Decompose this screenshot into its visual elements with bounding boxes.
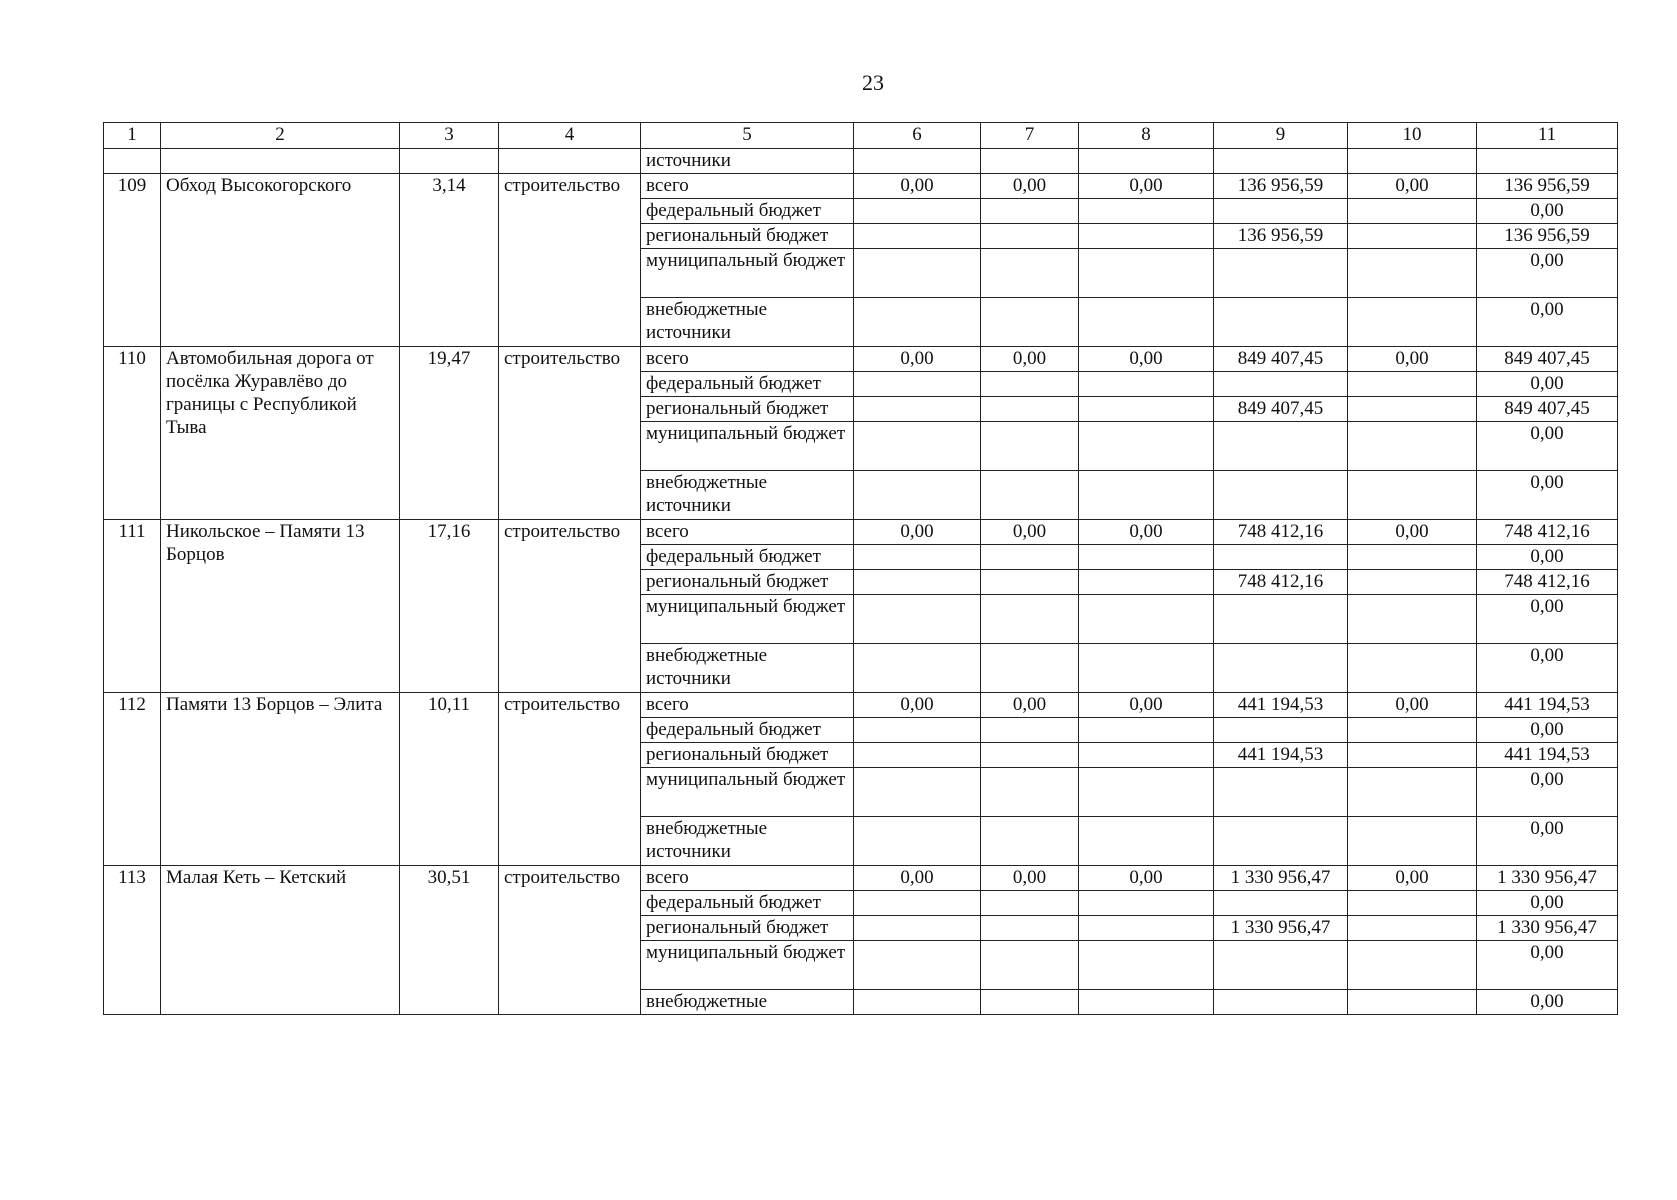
value-cell: [981, 718, 1079, 743]
value-cell: 748 412,16: [1477, 570, 1618, 595]
value-cell: 441 194,53: [1214, 693, 1348, 718]
value-cell: [981, 595, 1079, 644]
column-number: 1: [104, 123, 161, 149]
value-cell: [1079, 570, 1214, 595]
source-label-cell: региональный бюджет: [641, 743, 854, 768]
value-cell: [854, 545, 981, 570]
table-cell: [499, 149, 641, 174]
value-cell: 0,00: [1477, 471, 1618, 520]
object-number-cell: 109: [104, 174, 161, 347]
value-cell: [981, 743, 1079, 768]
value-cell: [1214, 768, 1348, 817]
value-cell: [854, 718, 981, 743]
value-cell: 748 412,16: [1214, 520, 1348, 545]
object-number-cell: 112: [104, 693, 161, 866]
value-cell: 0,00: [854, 866, 981, 891]
source-label-cell: всего: [641, 174, 854, 199]
table-cell: [161, 149, 400, 174]
value-cell: 0,00: [854, 174, 981, 199]
value-cell: [1348, 817, 1477, 866]
value-cell: 0,00: [981, 174, 1079, 199]
value-cell: 0,00: [981, 520, 1079, 545]
value-cell: 0,00: [1477, 372, 1618, 397]
value-cell: 0,00: [1079, 347, 1214, 372]
source-label-cell: муниципальный бюджет: [641, 768, 854, 817]
value-cell: 0,00: [1477, 817, 1618, 866]
value-cell: [1214, 990, 1348, 1015]
source-label-cell: муниципальный бюджет: [641, 595, 854, 644]
value-cell: [1079, 718, 1214, 743]
object-number-cell: 111: [104, 520, 161, 693]
value-cell: [981, 891, 1079, 916]
object-number-cell: 110: [104, 347, 161, 520]
value-cell: 0,00: [1477, 990, 1618, 1015]
value-cell: 0,00: [1477, 718, 1618, 743]
object-length-cell: 3,14: [400, 174, 499, 347]
value-cell: 136 956,59: [1477, 224, 1618, 249]
value-cell: 0,00: [981, 347, 1079, 372]
work-type-cell: строительство: [499, 347, 641, 520]
value-cell: [1214, 199, 1348, 224]
column-number: 7: [981, 123, 1079, 149]
value-cell: 136 956,59: [1477, 174, 1618, 199]
value-cell: [981, 768, 1079, 817]
value-cell: [1079, 817, 1214, 866]
value-cell: [1348, 471, 1477, 520]
value-cell: 849 407,45: [1477, 397, 1618, 422]
column-number-header-row: [104, 123, 1618, 149]
value-cell: 0,00: [1079, 866, 1214, 891]
value-cell: [854, 298, 981, 347]
value-cell: [1079, 916, 1214, 941]
table-cell: [1214, 149, 1348, 174]
value-cell: [854, 941, 981, 990]
object-row: [104, 347, 1618, 372]
page-number: 23: [862, 70, 884, 95]
value-cell: [981, 990, 1079, 1015]
value-cell: [1348, 224, 1477, 249]
value-cell: [1079, 743, 1214, 768]
value-cell: [854, 199, 981, 224]
value-cell: [1214, 595, 1348, 644]
value-cell: 0,00: [1477, 644, 1618, 693]
value-cell: [1214, 545, 1348, 570]
column-number: 6: [854, 123, 981, 149]
value-cell: [1348, 570, 1477, 595]
column-number: 2: [161, 123, 400, 149]
value-cell: [1348, 718, 1477, 743]
value-cell: [1348, 941, 1477, 990]
value-cell: [981, 644, 1079, 693]
value-cell: 0,00: [1477, 249, 1618, 298]
value-cell: 441 194,53: [1214, 743, 1348, 768]
budget-table: [103, 122, 1618, 1015]
table-cell: [981, 149, 1079, 174]
value-cell: [981, 199, 1079, 224]
source-label-cell: внебюджетные источники: [641, 817, 854, 866]
value-cell: 0,00: [1477, 941, 1618, 990]
value-cell: 0,00: [1348, 174, 1477, 199]
value-cell: 1 330 956,47: [1214, 866, 1348, 891]
object-name-cell: Памяти 13 Борцов – Элита: [161, 693, 400, 866]
value-cell: [981, 249, 1079, 298]
value-cell: [981, 570, 1079, 595]
source-label-cell: всего: [641, 693, 854, 718]
value-cell: 849 407,45: [1214, 397, 1348, 422]
source-label-cell: региональный бюджет: [641, 224, 854, 249]
value-cell: [981, 817, 1079, 866]
value-cell: [854, 372, 981, 397]
value-cell: [854, 224, 981, 249]
column-number: 4: [499, 123, 641, 149]
value-cell: 0,00: [1477, 595, 1618, 644]
source-label-cell: региональный бюджет: [641, 916, 854, 941]
value-cell: [1348, 545, 1477, 570]
table-body: [104, 149, 1618, 1015]
value-cell: [1348, 595, 1477, 644]
source-label-cell: федеральный бюджет: [641, 545, 854, 570]
value-cell: [854, 644, 981, 693]
source-label-cell: федеральный бюджет: [641, 199, 854, 224]
value-cell: [1348, 422, 1477, 471]
value-cell: 0,00: [1477, 422, 1618, 471]
value-cell: [854, 422, 981, 471]
table-cell: [1348, 149, 1477, 174]
value-cell: [1348, 891, 1477, 916]
work-type-cell: строительство: [499, 693, 641, 866]
value-cell: [854, 990, 981, 1015]
value-cell: 0,00: [1348, 520, 1477, 545]
value-cell: [1079, 249, 1214, 298]
value-cell: 0,00: [1348, 866, 1477, 891]
value-cell: [1348, 249, 1477, 298]
value-cell: [1348, 199, 1477, 224]
value-cell: [1079, 941, 1214, 990]
value-cell: [1214, 817, 1348, 866]
value-cell: 0,00: [1079, 520, 1214, 545]
table-cell: [1079, 149, 1214, 174]
value-cell: 0,00: [1348, 693, 1477, 718]
value-cell: [1348, 397, 1477, 422]
source-label-cell: федеральный бюджет: [641, 718, 854, 743]
value-cell: [1214, 298, 1348, 347]
source-label-cell: внебюджетные источники: [641, 471, 854, 520]
object-row: [104, 520, 1618, 545]
source-label-cell: муниципальный бюджет: [641, 249, 854, 298]
value-cell: [854, 916, 981, 941]
value-cell: 849 407,45: [1214, 347, 1348, 372]
source-label-cell: внебюджетные источники: [641, 644, 854, 693]
value-cell: [1348, 768, 1477, 817]
value-cell: 0,00: [854, 347, 981, 372]
value-cell: [1214, 372, 1348, 397]
value-cell: 136 956,59: [1214, 224, 1348, 249]
column-number: 3: [400, 123, 499, 149]
column-number: 8: [1079, 123, 1214, 149]
value-cell: [981, 224, 1079, 249]
value-cell: [1079, 224, 1214, 249]
value-cell: [1079, 990, 1214, 1015]
value-cell: 441 194,53: [1477, 693, 1618, 718]
value-cell: [854, 249, 981, 298]
source-label-cell: муниципальный бюджет: [641, 422, 854, 471]
value-cell: [1214, 422, 1348, 471]
source-label-cell: внебюджетные: [641, 990, 854, 1015]
value-cell: 1 330 956,47: [1477, 866, 1618, 891]
object-row: [104, 174, 1618, 199]
value-cell: 0,00: [854, 520, 981, 545]
source-label-cell: всего: [641, 520, 854, 545]
source-label-cell: федеральный бюджет: [641, 372, 854, 397]
value-cell: [1079, 372, 1214, 397]
value-cell: [1348, 372, 1477, 397]
value-cell: 0,00: [854, 693, 981, 718]
value-cell: [981, 471, 1079, 520]
value-cell: [1079, 298, 1214, 347]
source-label-cell: всего: [641, 866, 854, 891]
value-cell: 0,00: [981, 866, 1079, 891]
source-label-cell: внебюджетные источники: [641, 298, 854, 347]
object-length-cell: 19,47: [400, 347, 499, 520]
value-cell: 1 330 956,47: [1477, 916, 1618, 941]
object-length-cell: 30,51: [400, 866, 499, 1015]
table-cell: [854, 149, 981, 174]
value-cell: [1214, 941, 1348, 990]
source-label-cell: федеральный бюджет: [641, 891, 854, 916]
value-cell: [1348, 743, 1477, 768]
value-cell: 748 412,16: [1214, 570, 1348, 595]
value-cell: 0,00: [1079, 693, 1214, 718]
value-cell: 0,00: [1477, 199, 1618, 224]
value-cell: 1 330 956,47: [1214, 916, 1348, 941]
object-row: [104, 866, 1618, 891]
value-cell: 0,00: [1477, 298, 1618, 347]
object-length-cell: 10,11: [400, 693, 499, 866]
work-type-cell: строительство: [499, 866, 641, 1015]
value-cell: [1079, 422, 1214, 471]
value-cell: [1079, 644, 1214, 693]
object-row: [104, 693, 1618, 718]
source-label-cell: региональный бюджет: [641, 397, 854, 422]
value-cell: [1214, 891, 1348, 916]
value-cell: [1079, 397, 1214, 422]
value-cell: [1214, 249, 1348, 298]
value-cell: [854, 817, 981, 866]
column-number: 5: [641, 123, 854, 149]
value-cell: [1079, 471, 1214, 520]
work-type-cell: строительство: [499, 174, 641, 347]
continuation-row: [104, 149, 1618, 174]
value-cell: [854, 743, 981, 768]
value-cell: 748 412,16: [1477, 520, 1618, 545]
table-cell: [1477, 149, 1618, 174]
object-number-cell: 113: [104, 866, 161, 1015]
source-label-cell: всего: [641, 347, 854, 372]
value-cell: [981, 941, 1079, 990]
value-cell: [854, 570, 981, 595]
value-cell: [854, 595, 981, 644]
object-name-cell: Малая Кеть – Кетский: [161, 866, 400, 1015]
object-length-cell: 17,16: [400, 520, 499, 693]
value-cell: [1348, 916, 1477, 941]
value-cell: [981, 372, 1079, 397]
value-cell: 0,00: [1477, 545, 1618, 570]
value-cell: [854, 891, 981, 916]
value-cell: [981, 298, 1079, 347]
value-cell: [981, 422, 1079, 471]
value-cell: [1214, 718, 1348, 743]
column-number: 9: [1214, 123, 1348, 149]
value-cell: [1348, 990, 1477, 1015]
value-cell: [1214, 644, 1348, 693]
source-label-cell: региональный бюджет: [641, 570, 854, 595]
value-cell: 136 956,59: [1214, 174, 1348, 199]
value-cell: [981, 916, 1079, 941]
value-cell: [1079, 545, 1214, 570]
work-type-cell: строительство: [499, 520, 641, 693]
value-cell: [854, 768, 981, 817]
value-cell: [1079, 891, 1214, 916]
value-cell: [1214, 471, 1348, 520]
value-cell: [981, 397, 1079, 422]
value-cell: 0,00: [1348, 347, 1477, 372]
value-cell: 849 407,45: [1477, 347, 1618, 372]
object-name-cell: Обход Высокогорского: [161, 174, 400, 347]
value-cell: [1348, 644, 1477, 693]
value-cell: 0,00: [981, 693, 1079, 718]
column-number: 10: [1348, 123, 1477, 149]
object-name-cell: Автомобильная дорога от посёлка Журавлёво до границы с Республикой Тыва: [161, 347, 400, 520]
value-cell: [854, 397, 981, 422]
object-name-cell: Никольское – Памяти 13 Борцов: [161, 520, 400, 693]
value-cell: 0,00: [1477, 768, 1618, 817]
table-cell: [400, 149, 499, 174]
value-cell: [854, 471, 981, 520]
column-number: 11: [1477, 123, 1618, 149]
source-label-cell: муниципальный бюджет: [641, 941, 854, 990]
value-cell: 441 194,53: [1477, 743, 1618, 768]
table-cell: [104, 149, 161, 174]
value-cell: 0,00: [1477, 891, 1618, 916]
value-cell: [1348, 298, 1477, 347]
value-cell: [1079, 199, 1214, 224]
value-cell: [981, 545, 1079, 570]
value-cell: [1079, 768, 1214, 817]
value-cell: 0,00: [1079, 174, 1214, 199]
source-label-cell: источники: [641, 149, 854, 174]
value-cell: [1079, 595, 1214, 644]
